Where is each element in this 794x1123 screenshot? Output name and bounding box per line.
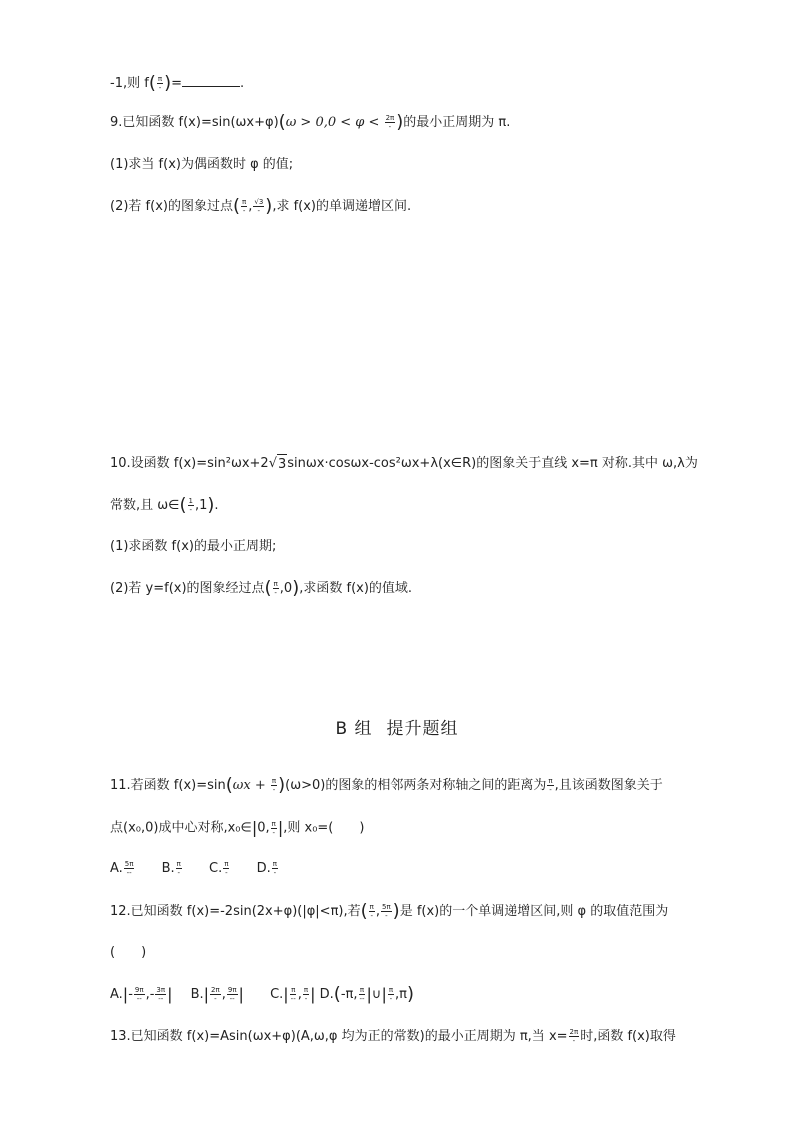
frac-den: -- (158, 994, 164, 1003)
paren-close: ) (392, 900, 400, 922)
q13-text: 13.已知函数 f(x)=Asin(ωx+φ)(A,ω,φ 均为正的常数)的最小正周期为 π,当 x= (110, 1029, 568, 1044)
separator: ,- (145, 986, 155, 1002)
paren-close: ) (396, 111, 404, 133)
frac (134, 986, 145, 1003)
paren-open: ( (278, 111, 286, 133)
frac (124, 860, 135, 877)
bracket-close: | (238, 984, 244, 1003)
q9-condition: ω > 0,0 < φ < (285, 115, 380, 130)
option-b[interactable]: B.| $\frac{2\pi}{-}$ , $\frac{9\pi}{--}$ | (190, 984, 244, 1003)
union-sign: ∪ (371, 986, 382, 1002)
q9-part2-text: (2)若 f(x)的图象过点 (110, 199, 233, 214)
frac-den: - (572, 1037, 576, 1045)
frac-den: - (214, 994, 217, 1003)
minus-sign: - (128, 986, 133, 1002)
paren-open: ( (360, 900, 368, 922)
frac (271, 820, 277, 837)
frac (290, 986, 297, 1003)
frac (358, 986, 365, 1003)
bracket-open: | (203, 984, 210, 1003)
q10-part1 (110, 537, 276, 557)
frac-den: -- (359, 994, 365, 1003)
frac-den: - (177, 869, 181, 877)
frac (381, 903, 392, 920)
q10-part2-tail: ,求函数 f(x)的值域. (299, 581, 413, 596)
frac-num: 9π (134, 985, 144, 994)
frac-den: - (158, 84, 162, 92)
frac-den: - (242, 207, 246, 215)
frac-num: 2π (385, 114, 395, 122)
q11-text: 点(x₀,0)成中心对称,x₀∈ (110, 820, 252, 836)
paren-open: ( (333, 983, 341, 1004)
answer-parens: ( ) (110, 945, 147, 960)
q10-interval-end: ,1 (194, 498, 208, 513)
frac (176, 860, 182, 877)
option-label: B. (161, 861, 175, 876)
period: . (214, 498, 219, 513)
bracket-close: | (277, 818, 284, 837)
frac-num: π (272, 860, 277, 868)
frac-num: 5π (124, 860, 134, 868)
q10-line1 (110, 454, 698, 475)
frac-num: π (271, 777, 277, 785)
paren-open: ( (264, 577, 272, 599)
frac (385, 114, 396, 131)
frac (272, 860, 278, 877)
q11-text-mid: (ω>0)的图象的相邻两条对称轴之间的距离为 (285, 778, 547, 793)
q12-text: 12.已知函数 f(x)=-2sin(2x+φ)(|φ|<π),若 (110, 904, 361, 919)
option-label: D. (256, 861, 271, 876)
frac-num: π (388, 985, 394, 994)
option-label: B. (190, 986, 204, 1002)
frac-den: - (385, 912, 388, 920)
bracket-open: | (122, 984, 129, 1003)
frac (188, 497, 194, 514)
frac-num: π (242, 198, 247, 206)
frac-den: - (370, 912, 374, 920)
option-c[interactable]: C.| $\frac{\pi}{--}$ , $\frac{\pi}{-}$ | (270, 984, 316, 1003)
frac-den: -- (136, 994, 142, 1003)
frac-den: -- (290, 994, 296, 1003)
interval-start: -π, (340, 986, 358, 1002)
bracket-open: | (381, 984, 387, 1003)
paren-open: ( (148, 72, 156, 94)
interval-end: ,π (395, 986, 408, 1002)
frac (157, 75, 163, 92)
q11-text-tail: ,且该函数图象关于 (554, 778, 663, 793)
q10-text-tail: sinωx·cosωx-cos²ωx+λ(x∈R)的图象关于直线 x=π 对称.其中 ω,λ为 (287, 456, 698, 471)
option-a[interactable] (110, 861, 135, 876)
q13-text-tail: 时,函数 f(x)取得 (580, 1029, 676, 1044)
q10-part1-text: (1)求函数 f(x)的最小正周期; (110, 539, 277, 554)
frac (227, 986, 238, 1003)
frac-num: π (291, 985, 296, 994)
frac-num: π (369, 903, 374, 911)
equals-sign: = (171, 76, 182, 91)
frac (547, 777, 553, 794)
q10-text: 常数,且 ω∈ (110, 498, 180, 513)
interval-start: 0, (257, 820, 270, 836)
sqrt: √ 3 (269, 454, 288, 475)
frac-num: √3 (254, 198, 264, 206)
frac (223, 860, 229, 877)
q9-part2: (2)若 f(x)的图象过点( $\frac{\pi}{-}$ , $\frac{√3}{-}$ ),求 f(x)的单调递增区间. (110, 195, 412, 217)
frac (569, 1028, 580, 1045)
frac-den: - (388, 123, 392, 131)
section-title: 提升题组 (386, 719, 459, 739)
q11-arg: ωx + (232, 778, 266, 793)
frac-den: - (273, 869, 277, 877)
q10-part2-text: (2)若 y=f(x)的图象经过点 (110, 581, 265, 596)
q11-text-tail: ,则 x₀=( ) (283, 820, 365, 836)
frac (388, 986, 394, 1003)
bracket-close: | (310, 984, 316, 1003)
bracket-open: | (251, 818, 258, 837)
frac-den: - (189, 506, 193, 514)
q10-part2 (110, 579, 412, 599)
point-y: ,0 (279, 581, 293, 596)
frac-den: - (257, 207, 261, 215)
q11-options (110, 859, 279, 879)
frac-num: 2π (569, 1028, 579, 1036)
q9-stem-tail: 的最小正周期为 π. (403, 115, 511, 130)
q9-part2-tail: ,求 f(x)的单调递增区间. (272, 199, 412, 214)
q12-options (110, 984, 414, 1005)
paren-close: ) (292, 577, 300, 599)
q13-line1 (110, 1027, 676, 1047)
section-heading (0, 718, 794, 740)
section-group: B 组 (335, 719, 373, 739)
option-d[interactable] (257, 861, 279, 876)
bracket-close: | (366, 984, 372, 1003)
frac (271, 777, 277, 794)
radicand: 3 (277, 454, 287, 475)
frac-den: -- (229, 994, 235, 1003)
q8-tail: -1,则 f( $\frac{\pi}{-}$ )= . (110, 72, 245, 94)
frac (253, 198, 264, 215)
frac (303, 986, 309, 1003)
q9-part1 (110, 155, 293, 175)
q9-stem (110, 113, 510, 133)
q11-line2 (110, 818, 364, 839)
frac-den: - (549, 786, 552, 794)
frac-den: - (304, 994, 308, 1003)
frac-num: 3π (156, 985, 166, 994)
frac (369, 903, 375, 920)
q12-text-tail: 是 f(x)的一个单调递增区间,则 φ 的取值范围为 (399, 904, 669, 919)
q8-text: -1,则 f (110, 76, 149, 91)
bracket-open: | (283, 984, 289, 1003)
frac-den: - (272, 828, 275, 837)
q10-line2 (110, 496, 219, 516)
option-b[interactable] (162, 861, 183, 876)
frac-num: 1 (188, 497, 193, 505)
q9-stem-text: 9.已知函数 f(x)=sin(ωx+φ) (110, 115, 279, 130)
frac-den: - (225, 869, 228, 877)
paren-close: ) (278, 774, 286, 796)
frac-num: π (271, 819, 276, 828)
frac-num: 5π (382, 903, 391, 911)
frac-num: π (359, 985, 365, 994)
q9-part1-text: (1)求当 f(x)为偶函数时 φ 的值; (110, 157, 294, 172)
paren-open: ( (232, 195, 240, 217)
frac-den: - (272, 786, 276, 794)
bracket-close: | (167, 984, 173, 1003)
option-label: A. (110, 861, 123, 876)
frac-num: π (176, 860, 181, 868)
option-label: A. (110, 986, 123, 1002)
option-label: D. (319, 986, 334, 1002)
frac-num: 2π (211, 985, 220, 994)
frac (210, 986, 221, 1003)
paren-close: ) (407, 983, 415, 1004)
paren-close: ) (164, 72, 172, 94)
option-a[interactable] (110, 984, 173, 1003)
frac-den: - (389, 994, 393, 1003)
paren-open: ( (225, 774, 233, 796)
paren-close: ) (265, 195, 273, 217)
q11-line1 (110, 776, 663, 796)
option-label: C. (270, 986, 284, 1002)
frac-num: π (224, 860, 229, 868)
paren-open: ( (179, 494, 187, 516)
frac-num: π (157, 75, 163, 83)
q12-line2 (110, 943, 146, 963)
option-label: C. (209, 861, 223, 876)
q10-text: 10.设函数 f(x)=sin²ωx+2 (110, 456, 269, 471)
answer-blank[interactable] (182, 74, 240, 87)
frac-num: π (273, 580, 278, 588)
frac-den: -- (126, 869, 132, 877)
frac-num: π (548, 777, 553, 785)
frac-den: - (274, 589, 277, 597)
paren-close: ) (207, 494, 215, 516)
q11-text: 11.若函数 f(x)=sin (110, 778, 226, 793)
option-c[interactable] (209, 861, 230, 876)
frac (155, 986, 166, 1003)
frac-num: 9π (227, 985, 237, 994)
q12-line1: 12.已知函数 f(x)=-2sin(2x+φ)(|φ|<π),若( $\frac{\pi}{-}$ , $\frac{5\pi}{-}$ )是 f(x)的一个单调递增区间,则 φ 的取值范围为 (110, 900, 669, 922)
frac (241, 198, 247, 215)
frac (273, 580, 279, 597)
option-d[interactable] (319, 983, 415, 1004)
frac-num: π (303, 985, 309, 994)
